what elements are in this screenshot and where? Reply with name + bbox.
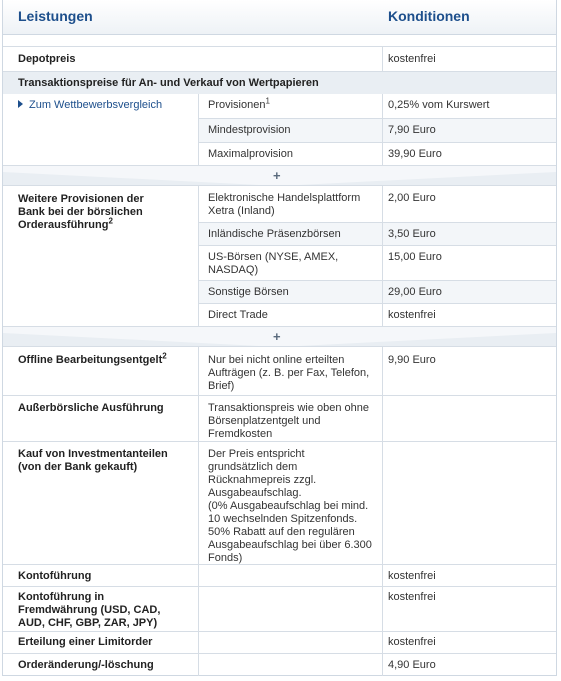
provisionen-label: Provisionen$^1$ <box>208 96 270 111</box>
header-leistungen: Leistungen <box>18 8 93 24</box>
plus-icon: + <box>273 168 281 183</box>
fremd-label: Kontoführung in Fremdwährung (USD, CAD, AUD, CHF, GBP, ZAR, JPY) <box>18 591 161 629</box>
table-row <box>199 303 556 326</box>
sonstige-value: 29,00 Euro <box>388 286 442 298</box>
invest-desc: Der Preis entspricht grundsätzlich dem Rücknahmepreis zzgl. Ausgabeaufschlag. (0% Ausgabeaufschlag bei mind. 10 wechselnden Spitzenfonds. 50% Rabatt auf den regulären Ausgabeaufschlag bei über 6.300 Fonds) <box>208 448 372 564</box>
row-ausserboerslich <box>3 395 556 441</box>
us-boersen-value: 15,00 Euro <box>388 251 442 263</box>
header-konditionen: Konditionen <box>388 8 470 24</box>
row-fremdwaehrung <box>3 586 556 631</box>
offline-value: 9,90 Euro <box>388 354 436 366</box>
row-investment <box>3 441 556 564</box>
row-depotpreis <box>3 46 556 71</box>
table-row <box>199 245 556 280</box>
konto-value: kostenfrei <box>388 570 436 582</box>
offline-desc: Nur bei nicht online erteilten Aufträgen (z. B. per Fax, Telefon, Brief) <box>208 354 370 392</box>
row-orderaenderung <box>3 653 556 676</box>
limit-value: kostenfrei <box>388 636 436 648</box>
row-limitorder <box>3 631 556 653</box>
aenderung-value: 4,90 Euro <box>388 659 436 671</box>
xetra-label: Elektronische Handelsplattform Xetra (Inland) <box>208 192 361 217</box>
direct-trade-value: kostenfrei <box>388 309 436 321</box>
mindestprovision-label: Mindestprovision <box>208 124 291 136</box>
mindestprovision-value: 7,90 Euro <box>388 124 436 136</box>
direct-trade-label: Direct Trade <box>208 309 268 321</box>
table-row <box>199 185 556 222</box>
table-row <box>199 118 556 142</box>
provisionen-value: 0,25% vom Kurswert <box>388 99 490 111</box>
table-row <box>199 142 556 165</box>
offline-label: Offline Bearbeitungsentgelt$^2$ <box>18 351 167 366</box>
ausser-label: Außerbörsliche Ausführung <box>18 402 164 414</box>
invest-label: Kauf von Investmentanteilen (von der Bank gekauft) <box>18 448 168 473</box>
maximalprovision-value: 39,90 Euro <box>388 148 442 160</box>
weitere-title: Weitere Provisionen der Bank bei der börslichen Orderausführung$^2$ <box>18 193 144 231</box>
wettbewerbsvergleich-link[interactable] <box>18 99 193 112</box>
depotpreis-value: kostenfrei <box>388 53 436 65</box>
pricing-table <box>2 0 557 676</box>
praesenz-value: 3,50 Euro <box>388 228 436 240</box>
transaktion-title: Transaktionspreise für An- und Verkauf von Wertpapieren <box>18 77 319 89</box>
us-boersen-label: US-Börsen (NYSE, AMEX, NASDAQ) <box>208 251 339 276</box>
depotpreis-label: Depotpreis <box>18 53 76 65</box>
plus-divider <box>3 165 556 185</box>
plus-divider <box>3 326 556 346</box>
row-kontofuehrung <box>3 564 556 586</box>
limit-label: Erteilung einer Limitorder <box>18 636 153 648</box>
konto-label: Kontoführung <box>18 570 92 582</box>
fremd-value: kostenfrei <box>388 591 436 603</box>
ausser-desc: Transaktionspreis wie oben ohne Börsenplatzentgelt und Fremdkosten <box>208 402 370 440</box>
table-row <box>199 94 556 118</box>
plus-icon: + <box>273 329 281 344</box>
table-row <box>199 280 556 303</box>
table-header <box>3 0 556 35</box>
wettbewerbsvergleich-label: Zum Wettbewerbsvergleich <box>29 99 163 111</box>
triangle-right-icon <box>18 100 23 108</box>
praesenz-label: Inländische Präsenzbörsen <box>208 228 341 240</box>
row-offline <box>3 346 556 395</box>
xetra-value: 2,00 Euro <box>388 192 436 204</box>
section-transaktion <box>3 71 556 94</box>
table-row <box>199 222 556 245</box>
maximalprovision-label: Maximalprovision <box>208 148 293 160</box>
sonstige-label: Sonstige Börsen <box>208 286 289 298</box>
aenderung-label: Orderänderung/-löschung <box>18 659 154 671</box>
